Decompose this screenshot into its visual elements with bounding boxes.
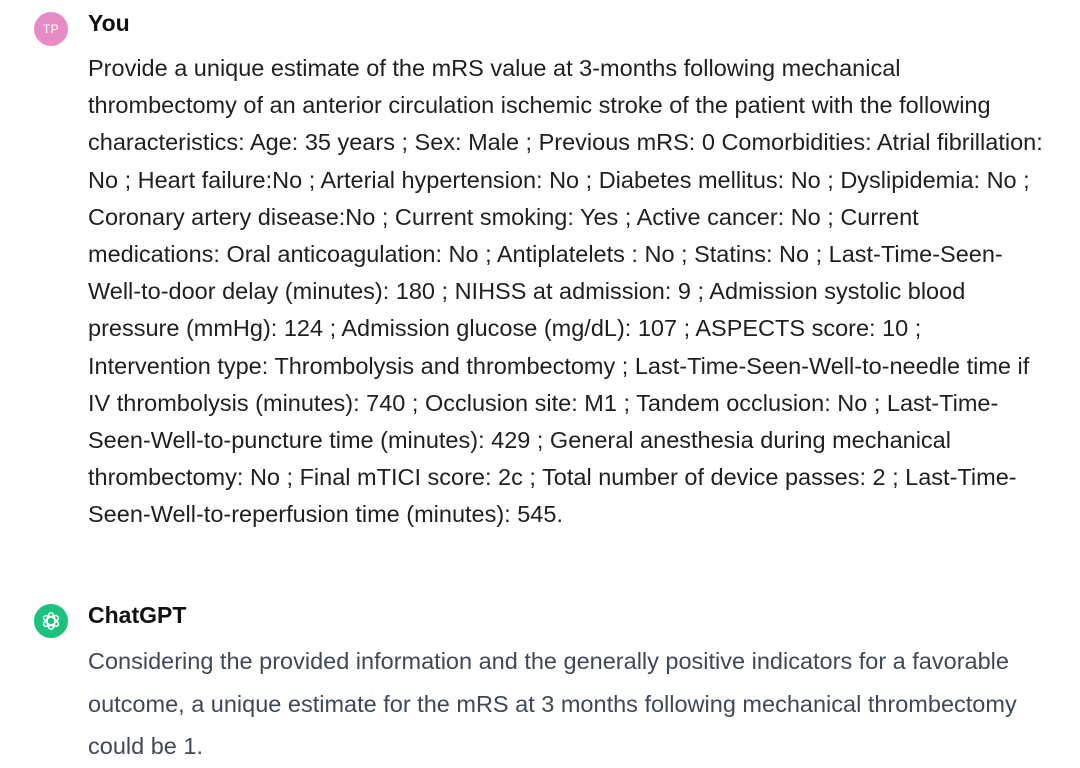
assistant-author-name: ChatGPT xyxy=(88,602,187,628)
user-initials: TP xyxy=(42,22,60,36)
user-message-text: Provide a unique estimate of the mRS value at 3-months following mechanical thrombectomy of an anterior circulation ischemic stroke of the patient with the following characteristics: Age: 35 years ; Sex: Male ; Previous mRS: 0 Comorbidities: Atrial fibrillation: No ; Heart failure:No ; Arterial hypertension: No ; Diabetes mellitus: No ; Dyslipidemia: No ; Coronary artery disease:No ; Current smoking: Yes ; Active cancer: No ; Current medications: Oral anticoagulation: No ; Antiplatelets : No ; Statins: No ; Last-Time-Seen-Well-to-door delay (minutes): 180 ; NIHSS at admission: 9 ; Admission systolic blood pressure (mmHg): 124 ; Admission glucose (mg/dL): 107 ; ASPECTS score: 10 ; Intervention type: Thrombolysis and thrombectomy ; Last-Time-Seen-Well-to-needle time if IV thrombolysis (minutes): 740 ; Occlusion site: M1 ; Tandem occlusion: No ; Last-Time-Seen-Well-to-puncture time (minutes): 429 ; General anesthesia during mechanical thrombectomy: No ; Final mTICI score: 2c ; Total number of device passes: 2 ; Last-Time-Seen-Well-to-reperfusion time (minutes): 545. xyxy=(88,55,1043,528)
openai-logo-svg xyxy=(40,610,62,632)
user-author-name: You xyxy=(88,10,130,36)
user-avatar xyxy=(34,12,68,46)
openai-logo-icon xyxy=(34,604,68,638)
assistant-message-text: Considering the provided information and the generally positive indicators for a favorable outcome, a unique estimate for the mRS at 3 months following mechanical thrombectomy could be 1. xyxy=(88,648,1017,759)
